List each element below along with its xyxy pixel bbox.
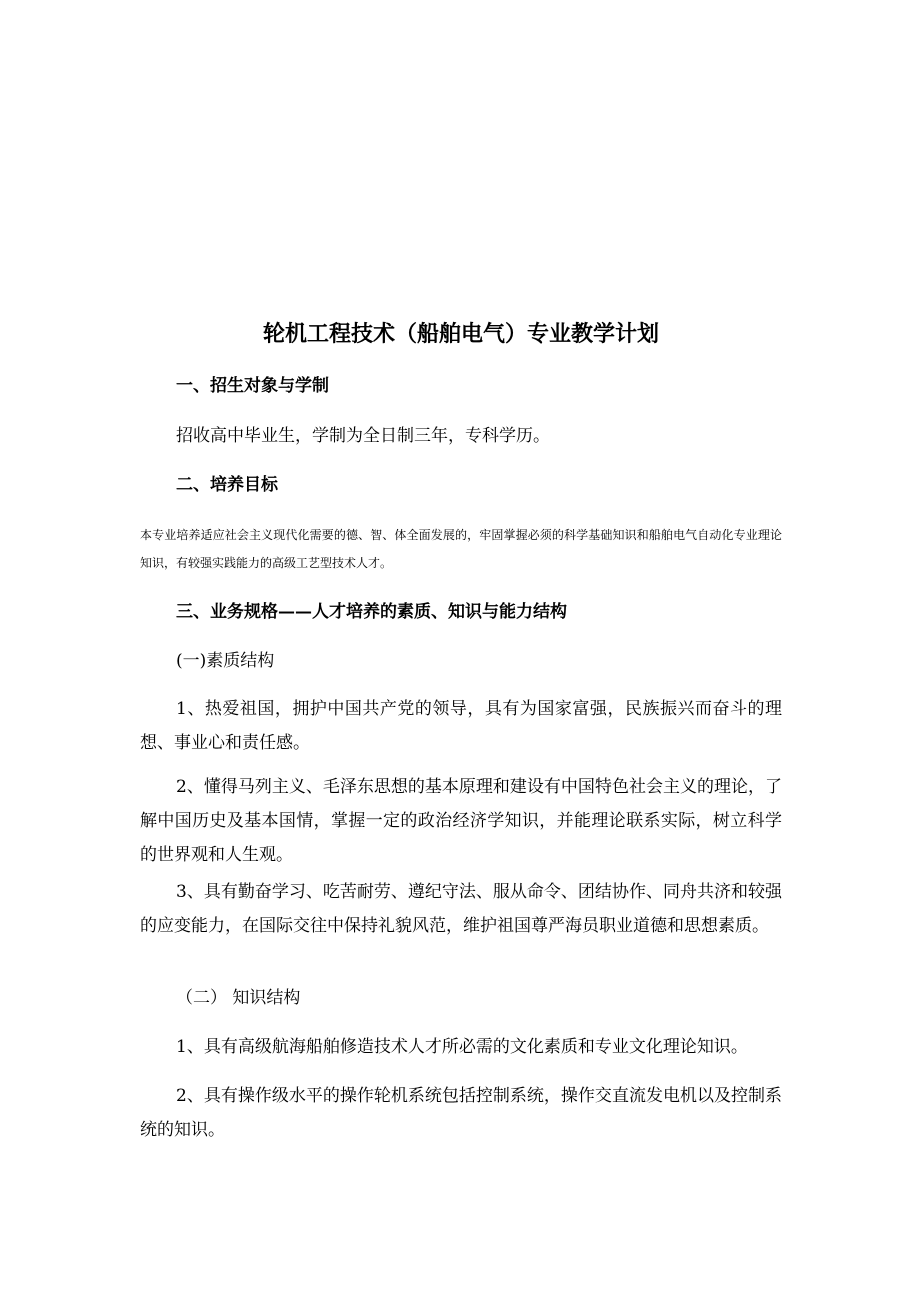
- subheading-quality-structure: (一)素质结构: [176, 651, 275, 671]
- section-heading-objective: 二、培养目标: [176, 475, 278, 495]
- list-item-quality-1: 1、热爱祖国，拥护中国共产党的领导，具有为国家富强，民族振兴而奋斗的理想、事业心和责任感。: [140, 699, 782, 753]
- section-heading-specification: 三、业务规格——人才培养的素质、知识与能力结构: [176, 602, 567, 622]
- paragraph-enrollment: 招收高中毕业生，学制为全日制三年，专科学历。: [176, 426, 550, 446]
- list-item-knowledge-2: 2、具有操作级水平的操作轮机系统包括控制系统，操作交直流发电机以及控制系统的知识。: [140, 1086, 782, 1140]
- document-title: 轮机工程技术（船舶电气）专业教学计划: [262, 321, 659, 347]
- paragraph-objective: 本专业培养适应社会主义现代化需要的德、智、体全面发展的，牢固掌握必须的科学基础知识和船舶电气自动化专业理论知识，有较强实践能力的高级工艺型技术人才。: [140, 528, 782, 570]
- list-item-quality-2: 2、懂得马列主义、毛泽东思想的基本原理和建设有中国特色社会主义的理论，了解中国历史及基本国情，掌握一定的政治经济学知识，并能理论联系实际，树立科学的世界观和人生观。: [140, 777, 782, 865]
- section-heading-enrollment: 一、招生对象与学制: [176, 376, 329, 396]
- list-item-knowledge-1: 1、具有高级航海船舶修造技术人才所必需的文化素质和专业文化理论知识。: [176, 1037, 748, 1057]
- list-item-quality-3: 3、具有勤奋学习、吃苦耐劳、遵纪守法、服从命令、团结协作、同舟共济和较强的应变能力，在国际交往中保持礼貌风范，维护祖国尊严海员职业道德和思想素质。: [140, 882, 782, 936]
- subheading-knowledge-structure: （二） 知识结构: [176, 988, 301, 1008]
